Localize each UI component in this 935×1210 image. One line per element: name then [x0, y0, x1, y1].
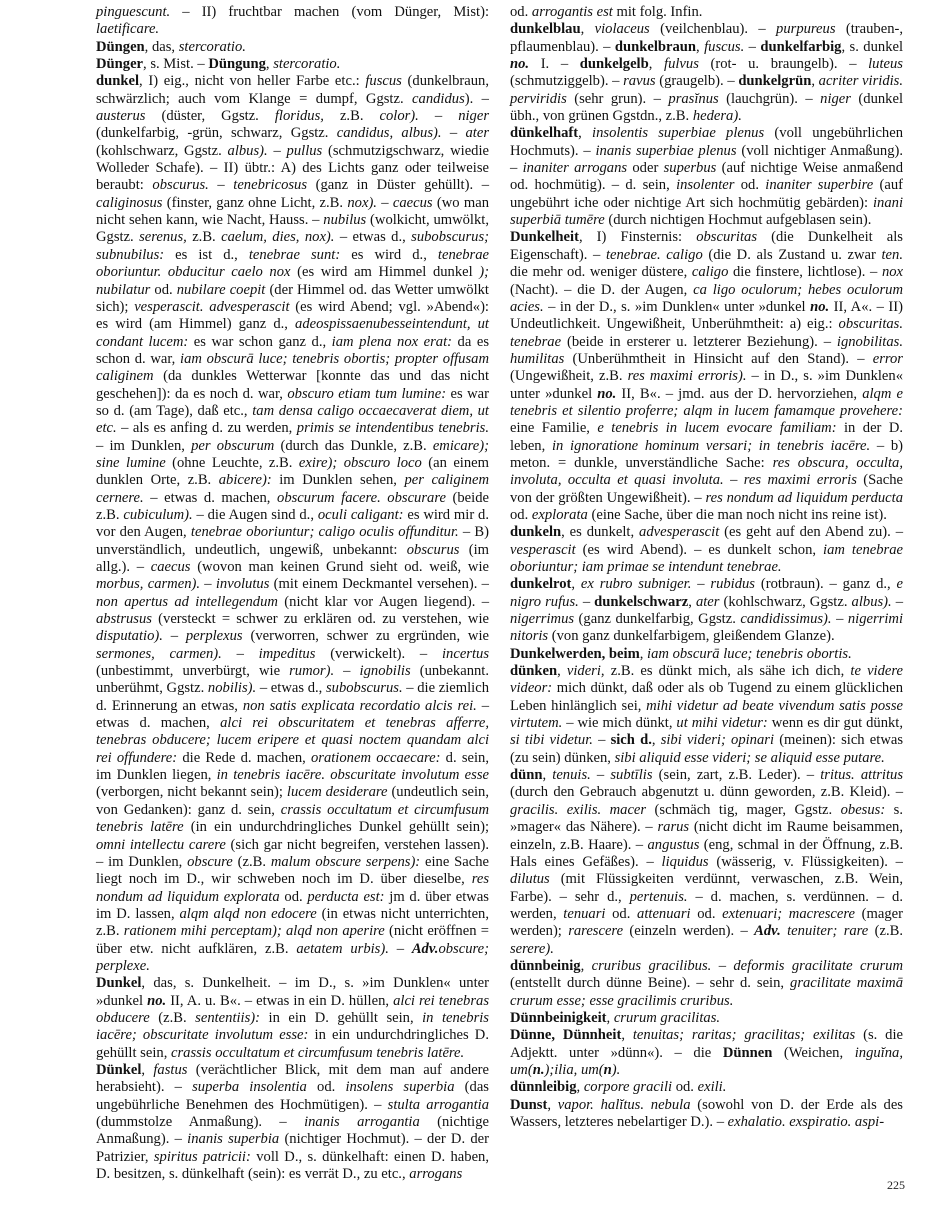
- dictionary-entry: dunkelrot, ex rubro subniger. – rubidus (rotbraun). – ganz d., e nigro rufus. – dunkelschwarz, ater (kohlschwarz, Ggstz. albus). – nigerrimus (ganz dunkelfarbig, Ggstz. candidissimus). – nigerrimi nitoris (von ganz dunkelfarbigem, gleißendem Glanze).: [510, 576, 904, 645]
- dictionary-entry: od. arrogantis est mit folg. Infin.: [510, 4, 703, 20]
- dictionary-entry: dünn, tenuis. – subtīlis (sein, zart, z.B. Leder). – tritus. attritus (durch den Gebrauch abgenutzt u. dünn geworden, z.B. Kleid). – gracilis. exilis. macer (schmäch tig, mager, Ggstz. obesus: s. »mager« das Nähere). – rarus (nicht dicht im Raume beisammen, einzeln, z.B. Haare). – angustus (eng, schmal in der Öffnung, z.B. Hals eines Gefäßes). – liquidus (wässerig, v. Flüssigkeiten). – dilutus (mit Flüssigkeiten verdünnt, verwaschen, z.B. Wein, Farbe). – sehr d., pertenuis. – d. machen, s. verdünnen. – d. werden, tenuari od. attenuari od. extenuari; macrescere (mager werden); rarescere (einzeln werden). – Adv. tenuiter; rare (z.B. serere).: [510, 767, 904, 957]
- dictionary-entry: dünnleibig, corpore gracili od. exili.: [510, 1079, 727, 1096]
- dictionary-entry: Dünger, s. Mist. – Düngung, stercoratio.: [96, 56, 341, 73]
- right-column: [510, 4, 903, 1131]
- dictionary-entry: Dünkel, fastus (verächtlicher Blick, mit dem man auf andere herabsieht). – superba insolentia od. insolens superbia (das ungebührliche Benehmen des Hochmütigen). – stulta arrogantia (dummstolze Anmaßung). – inanis arrogantia (nichtige Anmaßung). – inanis superbia (nichtiger Hochmut). – der D. der Patrizier, spiritus patricii: voll D., s. dünkelhaft: einen D. haben, D. besitzen, s. dünkelhaft (sein): es verrät D., zu etc., arrogans: [96, 1061, 490, 1183]
- dictionary-entry: Dunkel, das, s. Dunkelheit. – im D., s. »im Dunklen« unter »dunkel no. II, A. u. B«. – etwas in ein D. hüllen, alci rei tenebras obducere (z.B. sententiis): in ein D. gehüllt sein, in tenebris iacēre; obscuritate involutum esse: in ein undurchdringliches D. gehüllt sein, crassis occultatum et circumfusum tenebris latēre.: [96, 975, 490, 1061]
- dictionary-entry: Dünnbeinigkeit, crurum gracilitas.: [510, 1009, 721, 1026]
- dictionary-entry: dunkel, I) eig., nicht von heller Farbe etc.: fuscus (dunkelbraun, schwärzlich; auch vom Klange = dumpf, Ggstz. candidus). – austerus (düster, Ggstz. floridus, z.B. color). – niger (dunkelfarbig, -grün, schwarz, Ggstz. candidus, albus). – ater (kohlschwarz, Ggstz. albus). – pullus (schmutzigschwarz, wiedie Wolleder Schafe). – II) übtr.: A) des Lichts ganz oder teilweise beraubt: obscurus. – tenebricosus (ganz in Düster gehüllt). – caliginosus (finster, ganz ohne Licht, z.B. nox). – caecus (wo man nicht sehen kann, wie Nacht, Hauss. – nubilus (wolkicht, umwölkt, Ggstz. serenus, z.B. caelum, dies, nox). – etwas d., subobscurus; subnubilus: es ist d., tenebrae sunt: es wird d., tenebrae oboriuntur. obducitur caelo nox (es wird am Himmel dunkel ); nubilatur od. nubilare coepit (der Himmel od. das Wetter umwölkt sich); vesperascit. advesperascit (es wird Abend; vgl. »Abend«): es wird (am Himmel) ganz d., adeospissaenubesseintendunt, ut condant lucem: es war schon ganz d., iam plena nox erat: da es schon d. war, iam obscurā luce; tenebris obortis; propter offusam caliginem (da dunkles Wetterwar [konnte das und das nicht geschehen]): da es noch d. war, obscuro etiam tum lumine: es war so d. (am Tage), daß etc., tam densa caligo occaecaverat diem, ut etc. – als es anfing d. zu werden, primis se intendentibus tenebris. – im Dunklen, per obscurum (durch das Dunkle, z.B. emicare); sine lumine (ohne Leuchte, z.B. exire); obscuro loco (an einem dunklen Orte, z.B. abicere): im Dunklen sehen, per caliginem cernere. – etwas d. machen, obscurum facere. obscurare (beide z.B. cubiculum). – die Augen sind d., oculi caligant: es wird mir d. vor den Augen, tenebrae oboriuntur; caligo oculis offunditur. – B) unverständlich, undeutlich, ungewiß, unbekannt: obscurus (im allg.). – caecus (wovon man keinen Grund sieht od. weiß, wie morbus, carmen). – involutus (mit einem Deckmantel versehen). – non apertus ad intellegendum (nicht klar vor Augen liegend). – abstrusus (versteckt = schwer zu erklären od. zu verstehen, wie disputatio). – perplexus (verworren, schwer zu ergründen, wie sermones, carmen). – impeditus (verwickelt). – incertus (unbestimmt, unverbürgt, wie rumor). – ignobilis (unbekannt. unberühmt, Ggstz. nobilis). – etwas d., subobscurus. – die ziemlich d. Erinnerung an etwas, non satis explicata recordatio alcis rei. – etwas d. machen, alci rei obscuritatem et tenebras afferre, tenebras obducere; lucem eripere et quasi noctem quandam alci rei offundere: die Rede d. machen, orationem occaecare: d. sein, im Dunklen liegen, in tenebris iacēre. obscuritate involutum esse (verborgen, nicht bekannt sein); lucem desiderare (undeutlich sein, von Gedanken): ganz d. sein, crassis occultatum et circumfusum tenebris latēre (in ein undurchdringliches Dunkel gehüllt sein); omni intellectu carere (sich gar nicht begreifen, verstehen lassen). – im Dunklen, obscure (z.B. malum obscure serpens): eine Sache liegt noch im D., wir schweben noch im D. über dieselbe, res nondum ad liquidum explorata od. perducta est: jm d. über etwas im D. lassen, alqm alqd non edocere (in etwas nicht unterrichten, z.B. rationem mihi perceptam); alqd non aperire (nicht eröffnen = über etw. nicht aufklären, z.B. aetatem urbis). – Adv.obscure; perplexe.: [96, 73, 490, 974]
- left-column: [96, 4, 489, 1183]
- dictionary-entry: Dunkelheit, I) Finsternis: obscuritas (die Dunkelheit als Eigenschaft). – tenebrae. caligo (die D. als Zustand u. zwar ten. die mehr od. weniger düstere, caligo die finstere, lichtlose). – nox (Nacht). – die D. der Augen, ca ligo oculorum; hebes oculorum acies. – in der D., s. »im Dunklen« unter »dunkel no. II, A«. – II) Undeutlichkeit. Ungewißheit, Unberühmtheit: a) eig.: obscuritas. tenebrae (beide in ersterer u. letzterer Beziehung). – ignobilitas. humilitas (Unberühmtheit in Hinsicht auf den Stand). – error (Ungewißheit, z.B. res maximi erroris). – in D., s. »im Dunklen« unter »dunkel no. II, B«. – jmd. aus der D. hervorziehen, alqm e tenebris et silentio proferre; alqm in lucem famamque provehere: eine Familie, e tenebris in lucem evocare familiam: in der D. leben, in ignoratione hominum versari; in tenebris iacēre. – b) meton. = dunkle, unverständliche Sache: res obscura, occulta, involuta, occulta et quasi involuta. – res maximi erroris (Sache von der größten Ungewißheit). – res nondum ad liquidum perducta od. explorata (eine Sache, über die man noch nicht ins reine ist).: [510, 229, 904, 523]
- dictionary-entry: dunkelblau, violaceus (veilchenblau). – purpureus (trauben-, pflaumenblau). – dunkelbraun, fuscus. – dunkelfarbig, s. dunkel no. I. – dunkelgelb, fulvus (rot- u. braungelb). – luteus (schmutziggelb). – ravus (graugelb). – dunkelgrün, acriter viridis. perviridis (sehr grun). – prasĭnus (lauchgrün). – niger (dunkel übh., von grünen Ggstdn., z.B. hedera).: [510, 21, 904, 125]
- dictionary-entry: pinguescunt. – II) fruchtbar machen (vom Dünger, Mist): laetificare.: [96, 4, 489, 38]
- dictionary-entry: Dunst, vapor. halĭtus. nebula (sowohl von D. der Erde als des Wassers, letzteres nebelartiger D.). – exhalatio. exspiratio. aspi-: [510, 1096, 903, 1130]
- dictionary-entry: dünken, videri, z.B. es dünkt mich, als sähe ich dich, te videre videor: mich dünkt, daß oder als ob Tugend zu einem glücklichen Leben hinlänglich sei, mihi videtur ad beate vivendum satis posse virtutem. – wie mich dünkt, ut mihi videtur: wenn es dir gut dünkt, si tibi videtur. – sich d., sibi videri; opinari (meinen): sich etwas (zu sein) dünken, sibi aliquid esse videri; se aliquid esse putare.: [510, 663, 904, 766]
- dictionary-entry: dunkeln, es dunkelt, advesperascit (es geht auf den Abend zu). – vesperascit (es wird Abend). – es dunkelt schon, iam tenebrae oboriuntur; iam primae se intendunt tenebrae.: [510, 524, 903, 575]
- dictionary-entry: Düngen, das, stercoratio.: [96, 38, 246, 55]
- page-number: 225: [887, 1178, 905, 1192]
- dictionary-entry: Dünne, Dünnheit, tenuitas; raritas; gracilitas; exilitas (s. die Adjektt. unter »dünn«). – die Dünnen (Weichen, inguĭna, um(n.);ilia, um(n).: [510, 1027, 903, 1078]
- dictionary-entry: dünkelhaft, insolentis superbiae plenus (voll ungebührlichen Hochmuts). – inanis superbiae plenus (voll nichtiger Anmaßung). – inaniter arrogans oder superbus (auf nichtige Weise anmaßend od. hochmütig). – d. sein, insolenter od. inaniter superbire (auf ungebührt iche oder nichtige Art sich hochmütig gebärden): inani superbiā tumēre (durch nichtigen Hochmut aufgeblasen sein).: [510, 125, 904, 229]
- dictionary-entry: Dunkelwerden, beim, iam obscurā luce; tenebris obortis.: [510, 645, 852, 662]
- dictionary-entry: dünnbeinig, cruribus gracilibus. – deformis gracilitate crurum (entstellt durch dünne Beine). – sehr d. sein, gracilitate maximā crurum esse; esse gracilimis cruribus.: [510, 957, 904, 1009]
